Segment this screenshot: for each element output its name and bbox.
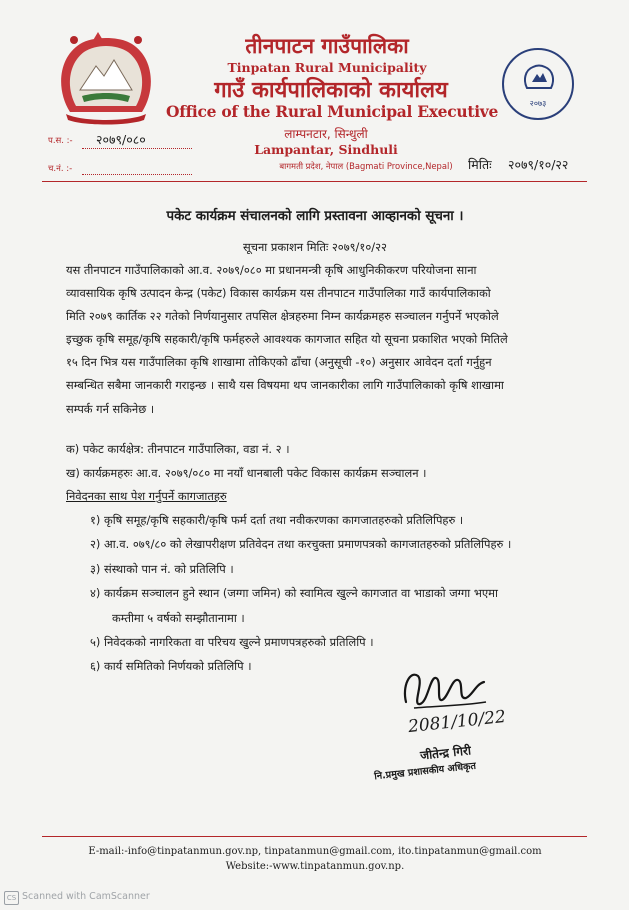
municipality-title-en: Tinpatan Rural Municipality (227, 60, 427, 75)
list-item: ४) कार्यक्रम सञ्चालन हुने स्थान (जग्गा जमिन) को स्वामित्व खुल्ने कागजात वा भाडाको जग्गा भएमा (90, 586, 498, 601)
list-item: ६) कार्य समितिको निर्णयको प्रतिलिपि । (90, 659, 252, 674)
ref-value: २०७९/०८० (96, 132, 146, 147)
list-item: कम्तीमा ५ वर्षको सम्झौतानामा । (112, 610, 245, 625)
municipality-title-ne: तीनपाटन गाउँपालिका (245, 34, 409, 58)
paragraph-line: सम्पर्क गर्न सकिनेछ । (66, 401, 155, 416)
nepal-emblem-icon (52, 30, 160, 126)
dispatch-label: च.नं. :- (48, 164, 73, 174)
list-item: ५) निवेदकको नागरिकता वा परिचय खुल्ने प्रमाणपत्रहरुको प्रतिलिपि । (90, 634, 374, 649)
paragraph-line: सम्बन्धित सबैमा जानकारी गराइन्छ । साथै यस विषयमा थप जानकारीका लागि गाउँपालिकाको कृषि शाखामा (66, 378, 504, 393)
published-date: सूचना प्रकाशन मितिः २०७९/१०/२२ (243, 240, 387, 254)
letterhead-rule (42, 181, 587, 182)
signatory-name: जीतेन्द्र गिरी (419, 743, 472, 763)
program-area: क) पकेट कार्यक्षेत्र: तीनपाटन गाउँपालिका, वडा नं. २ । (66, 442, 290, 456)
province-line: बागमती प्रदेश, नेपाल (Bagmati Province,Nepal) (279, 161, 453, 171)
office-title-ne: गाउँ कार्यपालिकाको कार्यालय (214, 78, 448, 103)
letter-date-label: मितिः (468, 157, 492, 172)
paragraph-line: इच्छुक कृषि समूह/कृषि सहकारी/कृषि फर्महरुले आवश्यक कागजात सहित यो सूचना प्रकाशित भएको मितिले (66, 332, 508, 347)
stamp-emblem-icon (524, 64, 554, 92)
place-en: Lampantar, Sindhuli (254, 142, 398, 157)
notice-heading: पकेट कार्यक्रम संचालनको लागि प्रस्तावना आव्हानको सूचना । (166, 209, 464, 224)
stamp-year: २०७३ (529, 99, 547, 108)
footer-email: E-mail:-info@tinpatanmun.gov.np, tinpatanmun@gmail.com, ito.tinpatanmun@gmail.com (88, 846, 542, 857)
ref-label: प.स. :- (48, 136, 73, 146)
camscanner-logo-icon: CS (4, 891, 19, 905)
camscanner-label: Scanned with CamScanner (22, 891, 150, 902)
place-ne: लाम्पनटार, सिन्धुली (284, 127, 368, 141)
ref-underline (82, 148, 192, 149)
paragraph-line: व्यावसायिक कृषि उत्पादन केन्द्र (पकेट) विकास कार्यक्रम यस तीनपाटन गाउँपालिका गाउँ कार्यपालिकाको (66, 286, 491, 301)
letter-date-value: २०७९/१०/२२ (508, 157, 569, 172)
paragraph-line: १५ दिन भित्र यस गाउँपालिका कृषि शाखामा तोकिएको ढाँचा (अनुसूची -१०) अनुसार आवेदन दर्ता गर्नुहुन (66, 355, 492, 370)
paragraph-line: मिति २०७९ कार्तिक २२ गतेको निर्णयानुसार तपसिल क्षेत्रहरुमा निम्न कार्यक्रमहरु सञ्चालन गर्नुपर्ने भएकोले (66, 309, 499, 324)
documents-heading: निवेदनका साथ पेश गर्नुपर्ने कागजातहरु (66, 489, 227, 503)
signature-date: 2081/10/22 (407, 706, 507, 738)
signatory-title: नि.प्रमुख प्रशासकीय अधिकृत (373, 760, 477, 783)
list-item: १) कृषि समूह/कृषि सहकारी/कृषि फर्म दर्ता तथा नवीकरणका कागजातहरुको प्रतिलिपिहरु । (90, 513, 464, 527)
program-list: ख) कार्यक्रमहरुः आ.व. २०७९/०८० मा नयाँ धानबाली पकेट विकास कार्यक्रम सञ्चालन । (66, 466, 427, 480)
footer-rule (42, 836, 587, 837)
list-item: ३) संस्थाको पान नं. को प्रतिलिपि । (90, 561, 234, 576)
footer-website: Website:-www.tinpatanmun.gov.np. (225, 861, 405, 872)
documents-list (90, 513, 610, 684)
dispatch-underline (82, 174, 192, 175)
office-stamp (502, 48, 574, 120)
notice-paragraph (66, 259, 626, 421)
paragraph-line: यस तीनपाटन गाउँपालिकाको आ.व. २०७९/०८० मा प्रधानमन्त्री कृषि आधुनिकीकरण परियोजना साना (66, 263, 477, 277)
list-item: २) आ.व. ०७९/८० को लेखापरीक्षण प्रतिवेदन तथा करचुक्ता प्रमाणपत्रको कागजातहरुको प्रतिलिपिहरु । (90, 537, 512, 552)
signature-scribble-icon (396, 662, 496, 714)
letterhead (0, 0, 629, 200)
office-title-en: Office of the Rural Municipal Executive (166, 102, 499, 121)
